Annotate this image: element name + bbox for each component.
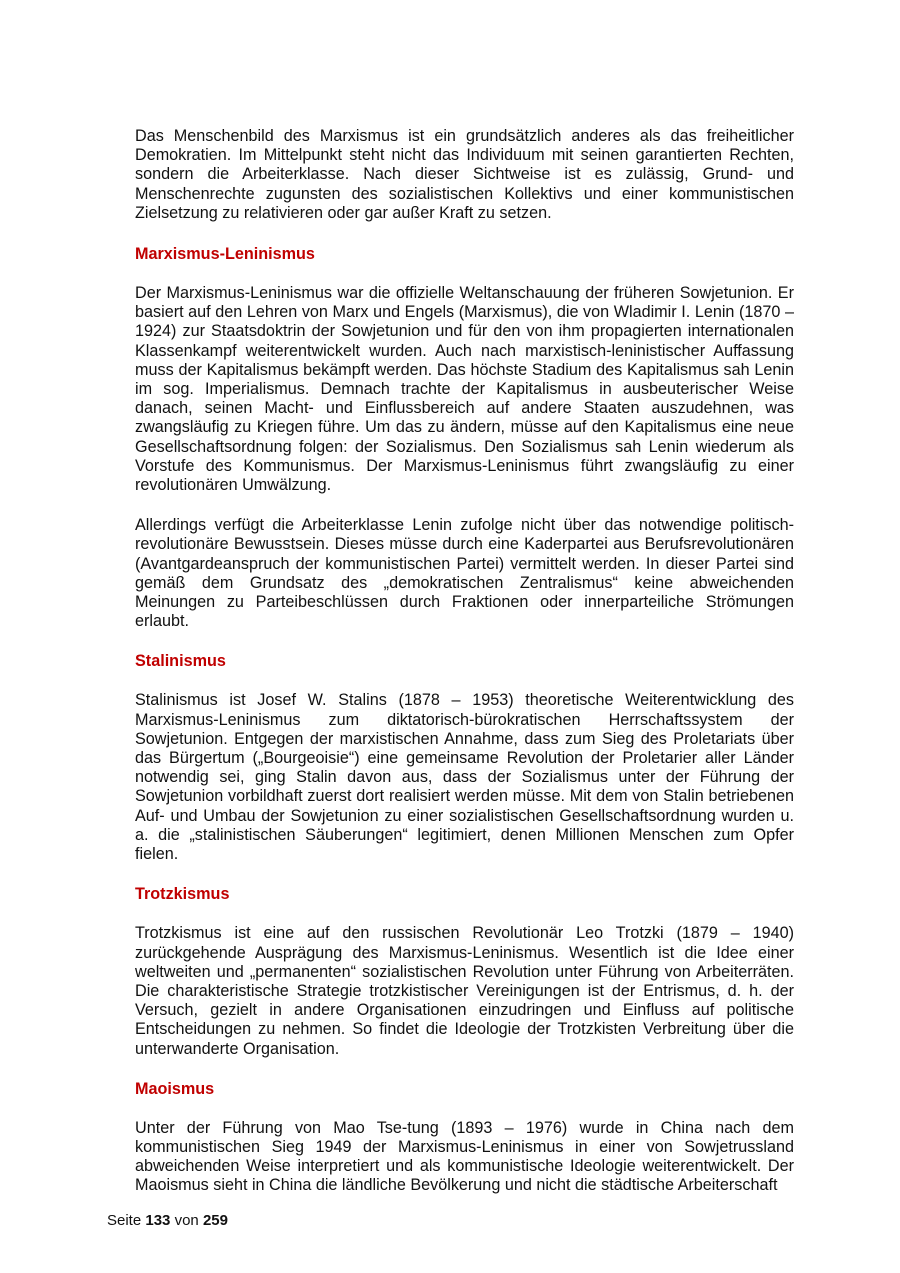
heading-stalinismus: Stalinismus [135, 652, 226, 671]
heading-maoismus: Maoismus [135, 1079, 215, 1098]
page-number-footer [107, 1212, 228, 1229]
footer-prefix: Seite [107, 1212, 142, 1229]
heading-trotzkismus: Trotzkismus [135, 885, 230, 904]
marxismus-leninismus-paragraph-1: Der Marxismus-Leninismus war die offizielle Weltanschauung der früheren Sowjetunion. Er basiert auf den Lehren von Marx und Engels (Marxismus), die von Wladimir I. Lenin (1870 – 1924) zur Staatsdoktrin der Sowjetunion und für den von ihm propagierten internationalen Klassenkampf weiterentwickelt wurden. Auch nach marxistisch-leninistischer Auffassung muss der Kapitalismus bekämpft werden. Das höchste Stadium des Kapitalismus sah Lenin im sog. Imperialismus. Demnach trachte der Kapitalismus in ausbeuterischer Weise danach, seinen Macht- und Einflussbereich auf andere Staaten auszudehnen, was zwangsläufig zu Kriegen führe. Um das zu ändern, müsse auf den Kapitalismus eine neue Gesellschaftsordnung folgen: der Sozialismus. Den Sozialismus sah Lenin wiederum als Vorstufe des Kommunismus. Der Marxismus-Leninismus führt zwangsläufig zu einer revolutionären Umwälzung. [135, 284, 794, 495]
stalinismus-paragraph: Stalinismus ist Josef W. Stalins (1878 – 1953) theoretische Weiterentwicklung des Marxismus-Leninismus zum diktatorisch-bürokratischen Herrschaftssystem der Sowjetunion. Entgegen der marxistischen Annahme, dass zum Sieg des Proletariats über das Bürgertum („Bourgeoisie“) eine gemeinsame Revolution der Proletarier aller Länder notwendig sei, ging Stalin davon aus, dass der Sozialismus unter der Führung der Sowjetunion vorbildhaft zuerst dort realisiert werden müsse. Mit dem von Stalin betriebenen Auf- und Umbau der Sowjetunion zu einer sozialistischen Gesellschaftsordnung wurden u. a. die „stalinistischen Säuberungen“ legitimiert, denen Millionen Menschen zum Opfer fielen. [135, 691, 794, 864]
current-page-number: 133 [145, 1212, 171, 1229]
intro-paragraph: Das Menschenbild des Marxismus ist ein grundsätzlich anderes als das freiheitlicher Demokratien. Im Mittelpunkt steht nicht das Individuum mit seinen garantierten Rechten, sondern die Arbeiterklasse. Nach dieser Sichtweise ist es zulässig, Grund- und Menschenrechte zugunsten des sozialistischen Kollektivs und einer kommunistischen Zielsetzung zu relativieren oder gar außer Kraft zu setzen. [135, 127, 794, 222]
total-page-count: 259 [202, 1212, 228, 1229]
heading-marxismus-leninismus: Marxismus-Leninismus [135, 245, 315, 264]
maoismus-paragraph: Unter der Führung von Mao Tse-tung (1893 – 1976) wurde in China nach dem kommunistischen Sieg 1949 der Marxismus-Leninismus in einer von Sowjetrussland abweichenden Weise interpretiert und als kommunistische Ideologie weiterentwickelt. Der Maoismus sieht in China die ländliche Bevölkerung und nicht die städtische Arbeiterschaft [135, 1118, 794, 1195]
footer-middle: von [174, 1212, 199, 1229]
marxismus-leninismus-paragraph-2: Allerdings verfügt die Arbeiterklasse Lenin zufolge nicht über das notwendige politisch-revolutionäre Bewusstsein. Dieses müsse durch eine Kaderpartei aus Berufsrevolutionären (Avantgardeanspruch der kommunistischen Partei) vermittelt werden. In dieser Partei sind gemäß dem Grundsatz des „demokratischen Zentralismus“ keine abweichenden Meinungen zu Parteibeschlüssen durch Fraktionen oder innerparteiliche Strömungen erlaubt. [135, 516, 794, 631]
document-body [135, 127, 794, 1196]
trotzkismus-paragraph: Trotzkismus ist eine auf den russischen Revolutionär Leo Trotzki (1879 – 1940) zurückgehende Ausprägung des Marxismus-Leninismus. Wesentlich ist die Idee einer weltweiten und „permanenten“ sozialistischen Revolution unter Führung von Arbeiterräten. Die charakteristische Strategie trotzkistischer Vereinigungen ist der Entrismus, d. h. der Versuch, gezielt in andere Organisationen einzudringen und Einfluss auf politische Entscheidungen zu nehmen. So findet die Ideologie der Trotzkisten Verbreitung über die unterwanderte Organisation. [135, 924, 794, 1058]
